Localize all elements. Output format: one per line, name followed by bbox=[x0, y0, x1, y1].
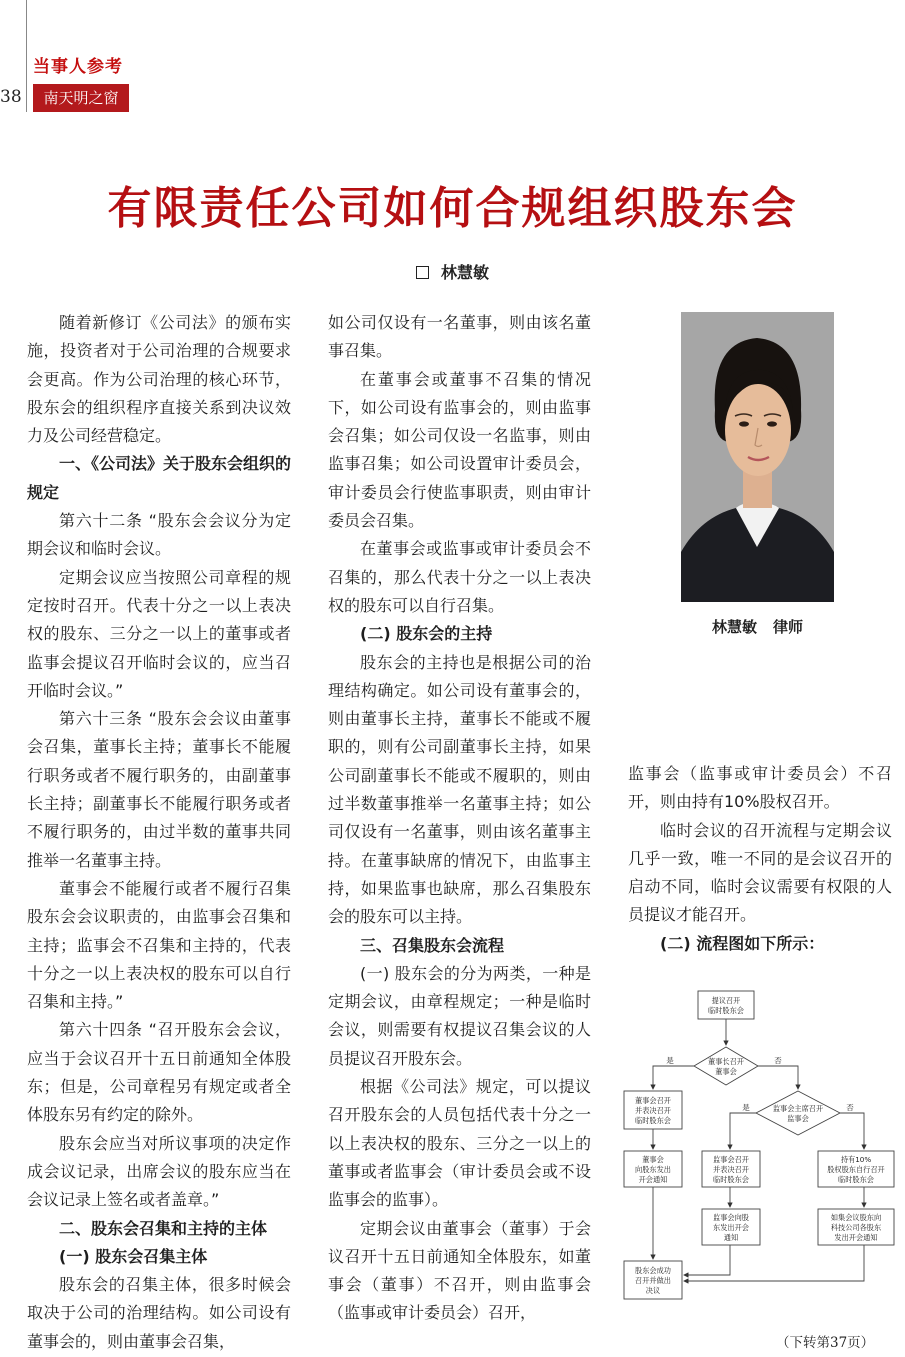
paragraph: 随着新修订《公司法》的颁布实施，投资者对于公司治理的合规要求会更高。作为公司治理的核心环节，股东会的组织程序直接关系到决议效力及公司经营稳定。 bbox=[27, 313, 291, 446]
flow-yes-label: 是 bbox=[742, 1103, 750, 1112]
paragraph: 第六十四条 “召开股东会会议，应当于会议召开十五日前通知全体股东；但是，公司章程另有规定或者全体股东另有约定的除外。 bbox=[27, 1020, 291, 1125]
author-photo bbox=[681, 312, 834, 602]
flow-text: 临时股东会 bbox=[635, 1116, 671, 1125]
flow-text: 监事会向股 bbox=[713, 1213, 749, 1222]
flow-text: 监事会 bbox=[787, 1114, 809, 1123]
paragraph: 董事会不能履行或者不履行召集股东会会议职责的，由监事会召集和主持；监事会不召集和主持的，代表十分之一以上表决权的股东可以自行召集和主持。” bbox=[27, 878, 291, 1012]
flow-text: 持有10% bbox=[840, 1155, 872, 1164]
flow-no-label: 否 bbox=[774, 1056, 782, 1065]
flow-text: 并表决召开 bbox=[635, 1106, 671, 1115]
section-heading: 三、召集股东会流程 bbox=[360, 935, 505, 955]
paragraph: (一) 股东会的分为两类，一种是定期会议，由章程规定；一种是临时会议，则需要有权提议召集会议的人员提议召开股东会。 bbox=[328, 963, 591, 1068]
subsection-heading: (二) 流程图如下所示： bbox=[660, 933, 825, 953]
portrait-illustration bbox=[681, 312, 834, 602]
paragraph: 在董事会或监事或审计委员会不召集的，那么代表十分之一以上表决权的股东可以自行召集。 bbox=[328, 539, 591, 615]
paragraph: 在董事会或董事不召集的情况下，如公司设有监事会的，则由监事会召集；如公司仅设一名监事，则由监事召集；如公司设置审计委员会，审计委员会行使监事职责，则由审计委员会召集。 bbox=[328, 369, 591, 531]
flow-text: 监事会主席召开 bbox=[772, 1104, 824, 1113]
flow-decision-1 bbox=[694, 1047, 758, 1085]
square-icon bbox=[416, 266, 429, 279]
header-rule bbox=[26, 0, 27, 112]
flow-text: 临时股东会 bbox=[708, 1006, 744, 1015]
flow-text: 提议召开 bbox=[711, 996, 741, 1005]
flow-text: 董事会 bbox=[642, 1155, 664, 1164]
flow-text: 董事会召开 bbox=[635, 1096, 671, 1105]
paragraph: 监事会（监事或审计委员会）不召开，则由持有10%股权召开。 bbox=[628, 764, 892, 812]
paragraph: 股东会应当对所议事项的决定作成会议记录，出席会议的股东应当在会议记录上签名或者盖章。” bbox=[27, 1133, 291, 1210]
subsection-heading: (二) 股东会的主持 bbox=[360, 624, 493, 644]
paragraph: 如公司仅设有一名董事，则由该名董事召集。 bbox=[328, 313, 591, 361]
text-column-2 bbox=[328, 309, 591, 1328]
flowchart-diagram bbox=[618, 985, 898, 1305]
flow-text: 向股东发出 bbox=[635, 1165, 671, 1174]
flow-text: 发出开会通知 bbox=[834, 1233, 878, 1242]
section-heading: 一、《公司法》关于股东会组织的规定 bbox=[27, 454, 292, 502]
paragraph: 第六十二条 “股东会会议分为定期会议和临时会议。 bbox=[27, 511, 291, 559]
author-name: 林慧敏 bbox=[440, 263, 489, 282]
flow-text: 并表决召开 bbox=[713, 1165, 749, 1174]
flow-text: 监事会召开 bbox=[713, 1155, 749, 1164]
flow-decision-2 bbox=[756, 1091, 840, 1135]
paragraph: 临时会议的召开流程与定期会议几乎一致，唯一不同的是会议召开的启动不同，临时会议需要有权限的人员提议才能召开。 bbox=[628, 820, 892, 925]
flow-text: 股东会成功 bbox=[635, 1266, 671, 1275]
paragraph: 定期会议由董事会（董事）于会议召开十五日前通知全体股东，如董事会（董事）不召开，则由监事会（监事或审计委员会）召开， bbox=[328, 1218, 591, 1323]
page-number: 38 bbox=[0, 87, 22, 107]
flow-text: 决议 bbox=[645, 1286, 661, 1295]
paragraph: 根据《公司法》规定，可以提议召开股东会的人员包括代表十分之一以上表决权的股东、三分之一以上的董事或者监事会（审计委员会或不设监事会的监事）。 bbox=[328, 1077, 591, 1210]
flow-text: 东发出开会 bbox=[713, 1223, 749, 1232]
flow-text: 召开并做出 bbox=[635, 1276, 671, 1285]
column-title: 当事人参考 bbox=[33, 57, 123, 77]
paragraph: 股东会的主持也是根据公司的治理结构确定。如公司设有董事会的，则由董事长主持，董事长不能或不履职的，则有公司副董事长主持，如果公司副董事长不能或不履职的，则由过半数董事推举一名董事主持；如公司仅设有一名董事，则由该名董事主持。在董事缺席的情况下，由监事主持，如果监事也缺席，那么召集股东会的股东可以主持。 bbox=[328, 652, 591, 927]
subsection-heading: (一) 股东会召集主体 bbox=[59, 1246, 208, 1266]
paragraph: 定期会议应当按照公司章程的规定按时召开。代表十分之一以上表决权的股东、三分之一以上的董事或者监事会提议召开临时会议的，应当召开临时会议。” bbox=[27, 567, 291, 700]
flow-no-label: 否 bbox=[846, 1103, 854, 1112]
byline bbox=[0, 260, 905, 283]
text-column-1 bbox=[27, 309, 291, 1356]
article-title: 有限责任公司如何合规组织股东会 bbox=[107, 183, 798, 234]
photo-caption bbox=[681, 616, 834, 637]
flowchart bbox=[618, 985, 898, 1305]
paragraph: 第六十三条 “股东会会议由董事会召集，董事长主持；董事长不能履行职务或者不履行职务的，由副董事长主持；副董事长不能履行职务或者不履行职务的，由过半数的董事共同推举一名董事主持。 bbox=[27, 709, 291, 870]
flow-text: 如集会议股东向 bbox=[830, 1213, 882, 1222]
flow-text: 临时股东会 bbox=[838, 1175, 874, 1184]
flow-yes-label: 是 bbox=[666, 1056, 674, 1065]
continued-note: （下转第37页） bbox=[776, 1335, 875, 1351]
text-column-3 bbox=[628, 760, 892, 958]
paragraph: 股东会的召集主体，很多时候会取决于公司的治理结构。如公司设有董事会的，则由董事会召集， bbox=[27, 1275, 291, 1351]
caption-name: 林慧敏 bbox=[711, 618, 757, 636]
flow-text: 开会通知 bbox=[638, 1175, 668, 1184]
flow-text: 股权股东自行召开 bbox=[827, 1165, 885, 1174]
caption-role: 律师 bbox=[773, 618, 804, 636]
flow-text: 董事会 bbox=[715, 1067, 737, 1076]
column-name-badge: 南天明之窗 bbox=[33, 84, 129, 112]
flow-text: 临时股东会 bbox=[713, 1175, 749, 1184]
flow-text: 通知 bbox=[723, 1233, 739, 1242]
flow-text: 科技公司各股东 bbox=[830, 1223, 882, 1232]
flow-text: 董事长召开 bbox=[708, 1057, 744, 1066]
section-heading: 二、股东会召集和主持的主体 bbox=[59, 1218, 268, 1238]
